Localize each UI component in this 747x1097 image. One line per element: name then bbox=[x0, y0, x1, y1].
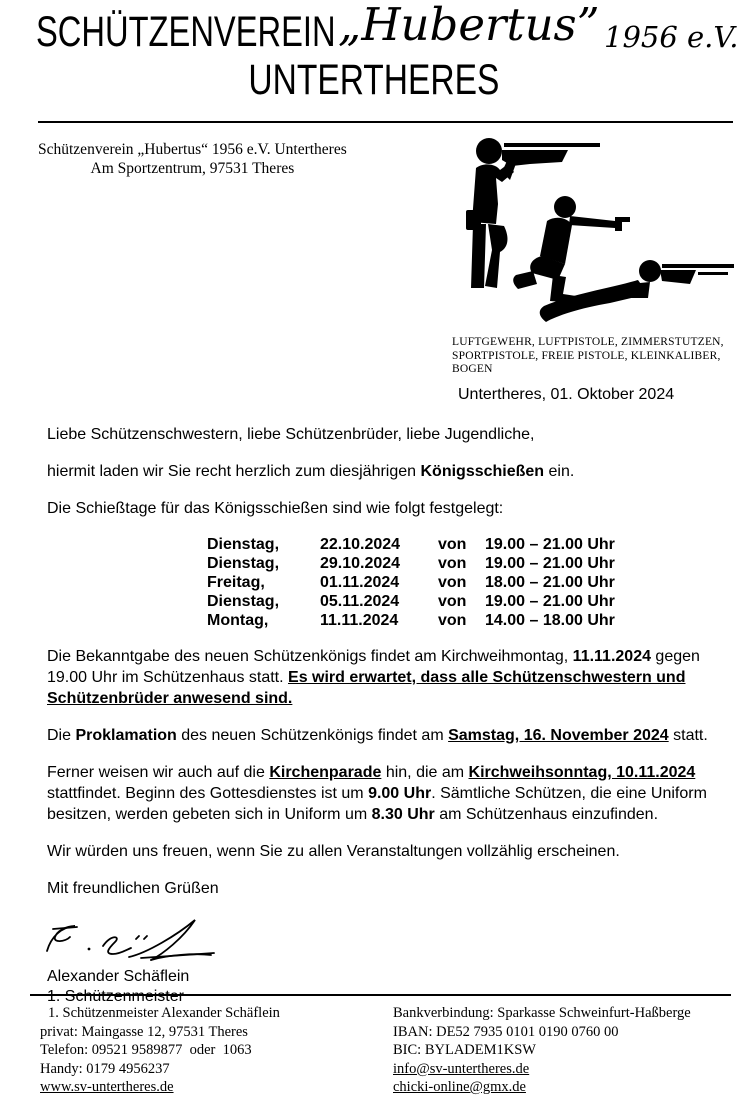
club-name-script: „Hubertus” bbox=[338, 0, 600, 51]
footer bbox=[40, 1004, 739, 1097]
signatory-name: Alexander Schäflein bbox=[47, 968, 190, 985]
caption-line-2: SPORTPISTOLE, FREIE PISTOLE, KLEINKALIBER, bbox=[452, 349, 721, 362]
handwritten-signature bbox=[41, 915, 231, 965]
schedule-row: Montag, 11.11.2024 von 14.00 – 18.00 Uhr bbox=[207, 612, 615, 629]
paragraph-parade: Ferner weisen wir auch auf die Kirchenparade hin, die am Kirchweihsonntag, 10.11.2024 stattfindet. Beginn des Gottesdienstes ist um 9.00 Uhr. Sämtliche Schützen, die eine Uniform besitzen, werden gebeten sich in Uniform um 8.30 Uhr am Schützenhaus einzufinden. bbox=[47, 764, 707, 823]
schedule-row: Dienstag, 05.11.2024 von 19.00 – 21.00 Uhr bbox=[207, 593, 615, 610]
header-divider bbox=[38, 121, 733, 123]
footer-contact-name: 1. Schützenmeister Alexander Schäflein bbox=[48, 1005, 280, 1021]
signatory-block bbox=[47, 967, 715, 1007]
footer-bank-column bbox=[393, 1004, 739, 1097]
letter-body bbox=[47, 424, 715, 1007]
footer-bic: BIC: BYLADEM1KSW bbox=[393, 1042, 536, 1058]
paragraph-announcement: Die Bekanntgabe des neuen Schützenkönigs findet am Kirchweihmontag, 11.11.2024 gegen 19.00 Uhr im Schützenhaus statt. Es wird erwartet, dass alle Schützenschwestern und Schützenbrüder anwesend sind. bbox=[47, 648, 700, 707]
highlight-proklamation: Proklamation bbox=[75, 727, 177, 744]
sender-address bbox=[38, 140, 347, 178]
club-title: SCHÜTZENVEREIN bbox=[36, 8, 336, 56]
footer-divider bbox=[30, 994, 731, 996]
club-founding-year: 1956 e.V. bbox=[604, 20, 739, 54]
footer-contact-column bbox=[40, 1004, 393, 1097]
website-link[interactable]: www.sv-untertheres.de bbox=[40, 1079, 174, 1095]
highlight-date-11-11: 11.11.2024 bbox=[572, 648, 651, 665]
sender-line-1: Schützenverein „Hubertus“ 1956 e.V. Untertheres bbox=[38, 141, 347, 158]
email-club-link[interactable]: info@sv-untertheres.de bbox=[393, 1060, 530, 1077]
highlight-attendance-expected: Es wird erwartet, dass alle Schützenschwestern und Schützenbrüder anwesend sind. bbox=[47, 669, 686, 707]
caption-line-3: BOGEN bbox=[452, 363, 493, 375]
prone-shooter-silhouette bbox=[540, 260, 734, 322]
highlight-time-900: 9.00 Uhr bbox=[368, 785, 432, 802]
footer-contact-mobile: Handy: 0179 4956237 bbox=[40, 1060, 170, 1077]
footer-contact-address: privat: Maingasse 12, 97531 Theres bbox=[40, 1023, 248, 1040]
club-logo-shooters-icon bbox=[452, 126, 740, 332]
highlight-parade-date: Kirchweihsonntag, 10.11.2024 bbox=[468, 764, 696, 781]
signatory-title: 1. Schützenmeister bbox=[47, 988, 184, 1005]
date-line: Untertheres, 01. Oktober 2024 bbox=[458, 386, 675, 403]
paragraph-days-intro: Die Schießtage für das Königsschießen sind wie folgt festgelegt: bbox=[47, 500, 504, 517]
salutation: Liebe Schützenschwestern, liebe Schützenbrüder, liebe Jugendliche, bbox=[47, 426, 535, 443]
caption-line-1: LUFTGEWEHR, LUFTPISTOLE, ZIMMERSTUTZEN, bbox=[452, 336, 724, 348]
shooting-schedule bbox=[207, 535, 715, 630]
paragraph-closing: Wir würden uns freuen, wenn Sie zu allen Veranstaltungen vollzählig erscheinen. bbox=[47, 843, 620, 860]
highlight-proclamation-date: Samstag, 16. November 2024 bbox=[448, 727, 669, 744]
sender-line-2: Am Sportzentrum, 97531 Theres bbox=[90, 160, 295, 177]
paragraph-regards: Mit freundlichen Grüßen bbox=[47, 880, 219, 897]
highlight-kirchenparade: Kirchenparade bbox=[269, 764, 382, 781]
paragraph-proclamation: Die Proklamation des neuen Schützenkönigs findet am Samstag, 16. November 2024 statt. bbox=[47, 727, 708, 744]
disciplines-caption bbox=[452, 336, 747, 377]
paragraph-invitation: hiermit laden wir Sie recht herzlich zum diesjährigen Königsschießen ein. bbox=[47, 463, 575, 480]
email-private-link[interactable]: chicki-online@gmx.de bbox=[393, 1079, 526, 1095]
club-place-title: UNTERTHERES bbox=[248, 56, 499, 104]
footer-iban: IBAN: DE52 7935 0101 0190 0760 00 bbox=[393, 1023, 619, 1040]
schedule-row: Dienstag, 22.10.2024 von 19.00 – 21.00 Uhr bbox=[207, 536, 615, 553]
footer-bank-name: Bankverbindung: Sparkasse Schweinfurt-Haßberge bbox=[393, 1005, 691, 1021]
highlight-koenigsschiessen: Königsschießen bbox=[420, 463, 545, 480]
schedule-row: Freitag, 01.11.2024 von 18.00 – 21.00 Uhr bbox=[207, 574, 615, 591]
schedule-row: Dienstag, 29.10.2024 von 19.00 – 21.00 Uhr bbox=[207, 555, 615, 572]
highlight-time-830: 8.30 Uhr bbox=[371, 806, 435, 823]
footer-contact-phone: Telefon: 09521 9589877 oder 1063 bbox=[40, 1042, 252, 1058]
